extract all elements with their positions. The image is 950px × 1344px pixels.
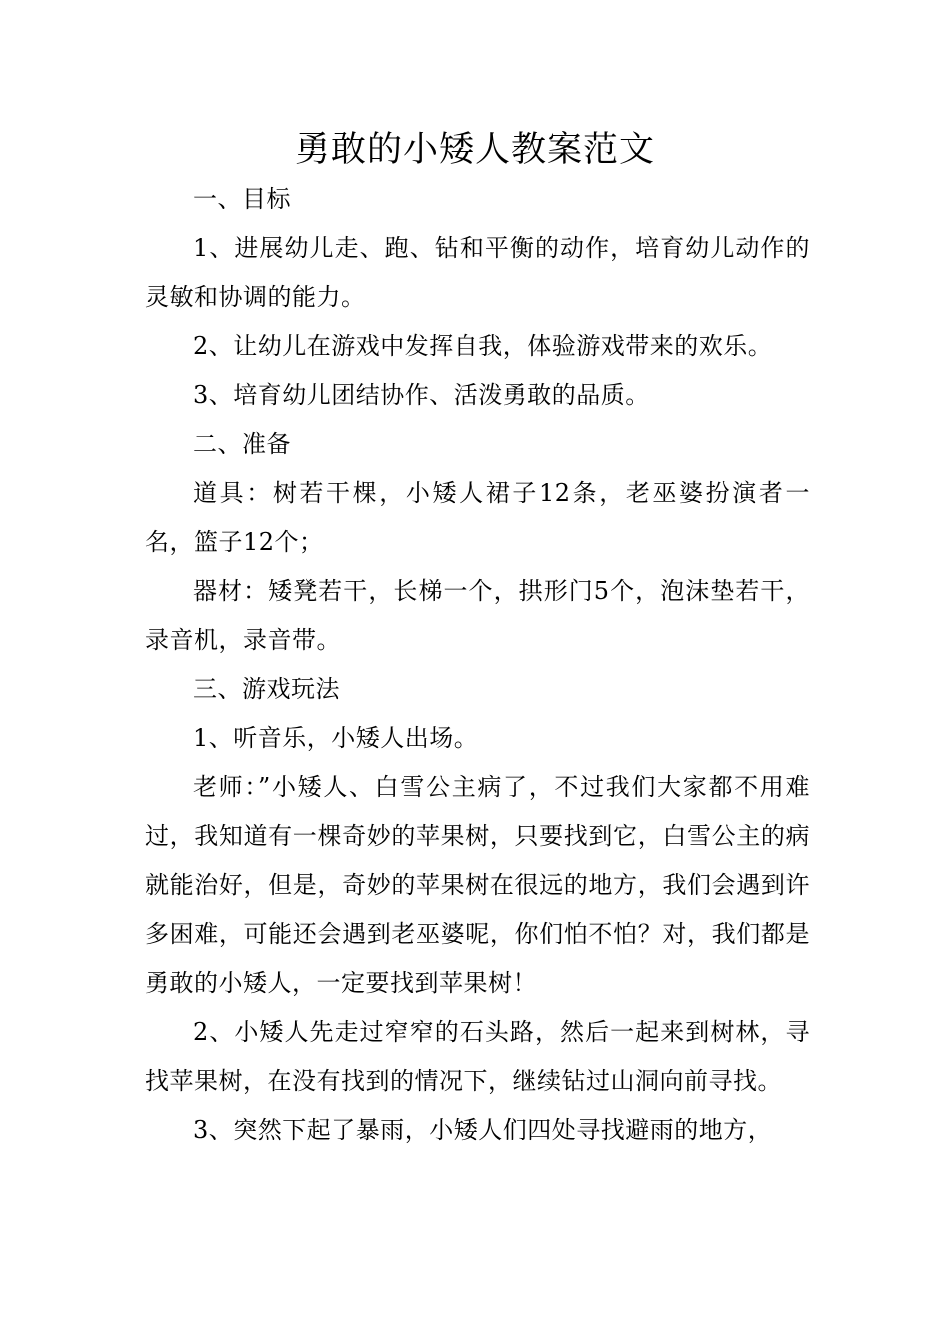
teacher-speech: 老师：”小矮人、白雪公主病了，不过我们大家都不用难过，我知道有一棵奇妙的苹果树，只要找到它，白雪公主的病就能治好，但是，奇妙的苹果树在很远的地方，我们会遇到许多困难，可能还会遇到老巫婆呢，你们怕不怕？对，我们都是勇敢的小矮人，一定要找到苹果树！ — [145, 773, 810, 997]
preparation-equipment: 器材：矮凳若干，长梯一个，拱形门5个，泡沫垫若干，录音机，录音带。 — [145, 577, 810, 654]
gameplay-step-3: 3、突然下起了暴雨，小矮人们四处寻找避雨的地方， — [193, 1116, 773, 1144]
document-body — [145, 175, 810, 1155]
goal-item-1: 1、进展幼儿走、跑、钻和平衡的动作，培育幼儿动作的灵敏和协调的能力。 — [145, 234, 810, 311]
document-title: 勇敢的小矮人教案范文 — [294, 130, 655, 170]
section-heading-gameplay: 三、游戏玩法 — [193, 675, 340, 703]
goal-item-3: 3、培育幼儿团结协作、活泼勇敢的品质。 — [193, 381, 650, 409]
section-heading-preparation: 二、准备 — [193, 430, 291, 458]
section-heading-goals: 一、目标 — [193, 185, 291, 213]
preparation-props: 道具：树若干棵，小矮人裙子12条，老巫婆扮演者一名，篮子12个； — [145, 479, 810, 556]
gameplay-step-2: 2、小矮人先走过窄窄的石头路，然后一起来到树林，寻找苹果树，在没有找到的情况下，继续钻过山洞向前寻找。 — [145, 1018, 810, 1095]
gameplay-step-1: 1、听音乐，小矮人出场。 — [193, 724, 479, 752]
goal-item-2: 2、让幼儿在游戏中发挥自我，体验游戏带来的欢乐。 — [193, 332, 773, 360]
